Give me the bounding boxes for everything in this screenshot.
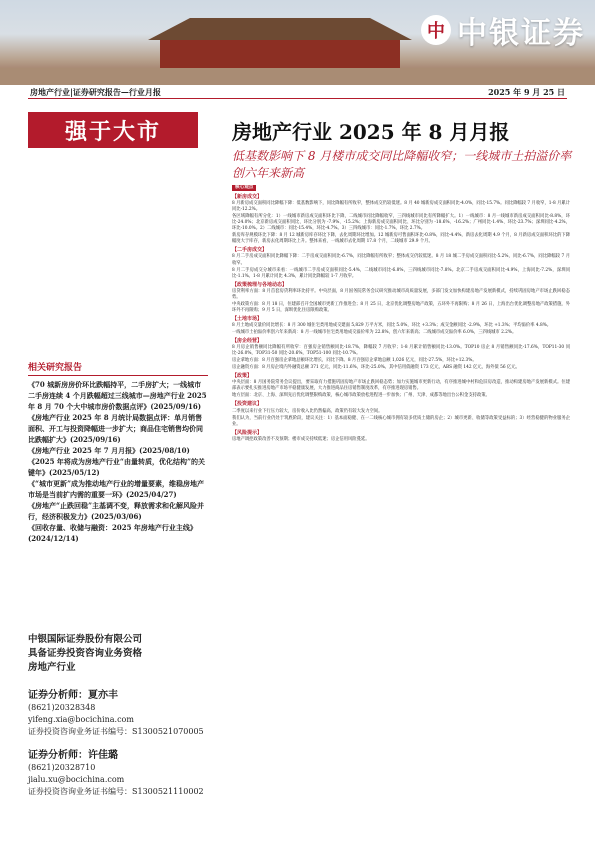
- related-report-link[interactable]: 《房地产行业 2025 年 7 月月报》(2025/08/10): [28, 446, 190, 455]
- summary-paragraph: 8 月二手房成交面积同比降幅下降：二手房成交面积同比-6.7%，同比降幅有所收窄；整体成交仍较低迷。8 月 18 城二手房成交面积同比-5.2%，同比-6.7%，同比降幅较 7 月收窄。: [232, 254, 570, 266]
- palace-roof-shape: [130, 18, 430, 40]
- analyst-email[interactable]: yifeng.xia@bocichina.com: [28, 715, 134, 724]
- analyst-name: 证券分析师：许佳璐: [28, 750, 118, 761]
- summary-paragraph: 中央政策方面：8 月 18 日，住建部召开全国城市更新工作推进会；8 月 25 日，北京优化调整房地产政策，五环外不再限购；8 月 26 日，上海出台优化调整房地产政策措施，外环外不再限购；9 月 5 日，深圳优化住房限购政策。: [232, 301, 570, 313]
- summary-paragraph: 8 月二手房成交分城市来看：一线城市二手房成交面积同比-5.4%，二线城市同比-6.8%，三四线城市同比-7.8%。北京二手房成交面积同比-4.9%，上海同比-7.2%，深圳同比-1.1%。1-8 月累计同比 4.3%，累计同比降幅较 1-7 月收窄。: [232, 267, 570, 279]
- analyst-block: [28, 750, 208, 798]
- analyst-email[interactable]: jialu.xu@bocichina.com: [28, 775, 125, 784]
- summary-paragraph: 8 月房企销售额同比降幅有所收窄：百强房企销售额同比-18.7%，降幅较 7 月收窄；1-8 月累计销售额同比-13.0%。TOP10 房企 8 月销售额同比-17.6%，TOP11-30 同比-26.0%，TOP31-50 同比-20.6%，TOP51-100 同比-10.7%。: [232, 345, 570, 357]
- summary-section-heading: 【风险提示】: [232, 429, 263, 436]
- report-category: 房地产行业|证券研究报告—行业月报: [30, 87, 161, 97]
- related-report-link[interactable]: 《2025 年将成为房地产行业“由量转质，优化结构”的关键年》(2025/05/12): [28, 457, 205, 477]
- analyst-phone: (8621)20328710: [28, 763, 96, 772]
- palace-base-shape: [0, 68, 595, 85]
- company-name: 中银国际证券股份有限公司: [28, 634, 143, 645]
- related-report-link[interactable]: 《房地产行业 2025 年 8 月统计局数据点评：单月销售面积、开工与投资降幅进一步扩大；商品住宅销售均价同比跌幅扩大》(2025/09/16): [28, 413, 203, 444]
- summary-paragraph: 地方层面：北京、上海、深圳先后优化调整限购政策，核心城市政策放松进程进一步加快；广州、天津、成都等地出台公积金支持政策。: [232, 393, 490, 399]
- summary-section-heading: 【二手房成交】: [232, 247, 268, 254]
- summary-paragraph: 新房库存规模环比下降：8 月 12 城新房库存环比下降，去化周期环比增加。12 城新房可售面积环比-0.8%，同比-4.4%，新房去化周期 4.9 个月，8 月新房成交面积环比的下降幅度大于库存，新房去化周期环比上升。整体来看，一线城市去化周期 17.8 个月，二线城市 29.9 个月。: [232, 233, 570, 245]
- report-subtitle: 低基数影响下 8 月楼市成交同比降幅收窄；一线城市土拍溢价率创六年来新高: [232, 149, 572, 180]
- summary-paragraph: 房贷利率方面：8 月首套房贷利率环比持平。中央层面，8 月国务院常务会议研究推动城市高质量发展，多部门发文加快构建房地产发展新模式，持续巩固房地产市场止跌回稳态势。: [232, 288, 570, 300]
- summary-body: [232, 194, 570, 443]
- analyst-name: 证券分析师：夏亦丰: [28, 690, 118, 701]
- related-report-link[interactable]: 《房地产“止跌回稳”主基调不变，释放需求和化解风险并行，经济积极发力》(2025/03/06): [28, 501, 205, 521]
- summary-section-heading: 【投资建议】: [232, 401, 263, 408]
- summary-paragraph: 中央层面：8 月国务院常务会议提出，要采取有力措施巩固房地产市场止跌回稳态势；加力实施城市更新行动，有序推进城中村和危旧房改造，推动构建房地产发展新模式。住建部表示要扎实推进房地产市场平稳健康发展，大力推进商品住房销售制度改革，有序推进现房销售。: [232, 380, 570, 392]
- summary-paragraph: 房地产调控政策改善不及预期；楼市成交持续低迷；房企信用风险蔓延。: [232, 436, 370, 442]
- report-header-bar: [0, 85, 595, 99]
- summary-section-heading: 【土地市场】: [232, 315, 263, 322]
- report-title: 房地产行业 2025 年 8 月月报: [232, 120, 510, 144]
- analyst-phone: (8621)20328348: [28, 703, 96, 712]
- report-summary: [232, 183, 570, 833]
- related-report-link[interactable]: 《“城市更新”成为推动地产行业的增量要素，维稳房地产市场是当前扩内需的重要一环》(2025/04/27): [28, 479, 205, 499]
- rating-badge: 强于大市: [28, 112, 198, 148]
- analyst-cert: 证券投资咨询业务证书编号：S1300521070005: [28, 727, 204, 736]
- cover-photo-forbidden-city: [0, 0, 595, 85]
- summary-heading: 核心观点: [232, 185, 256, 191]
- company-info: [28, 633, 208, 675]
- summary-paragraph: 我们认为，当前行业仍处于筑底阶段，建议关注：1）基本面稳健、在一二线核心城市拥有较多优质土储的房企；2）城市更新、收储等政策受益标的；3）经营稳健的物业服务企业。: [232, 415, 570, 427]
- summary-paragraph: 8 月新房成交面积同比降幅下降：低基数影响下，同比降幅有所收窄，整体成交仍较低迷。8 月 40 城新房成交面积同比-4.0%，同比-15.7%。同比降幅较 7 月收窄，1-8 月累计同比-12.2%。: [232, 201, 570, 213]
- summary-section-heading: 【新房成交】: [232, 194, 263, 201]
- report-date: 2025 年 9 月 25 日: [488, 87, 565, 97]
- summary-section-heading: 【政策梳理与各地动态】: [232, 281, 288, 288]
- boc-logo-icon: 中: [421, 15, 451, 45]
- summary-paragraph: 二季度以来行业下行压力较大，房价收入比仍然偏高，政策仍有较大发力空间。: [232, 408, 383, 414]
- related-report-link[interactable]: 《回收存量、收储与融资：2025 年房地产行业主线》(2024/12/14): [28, 523, 197, 543]
- summary-section-heading: 【房企经营】: [232, 338, 263, 345]
- summary-paragraph: 8 月土地成交量价同比增长：8 月 300 城住宅类用地成交建面 5,829 万平方米，同比 5.0%，环比 +3.3%；成交金额同比 -2.9%，环比 +1.3%；平均溢价率 4.8%。: [232, 322, 552, 328]
- company-license: 具备证券投资咨询业务资格: [28, 648, 143, 659]
- related-reports: [28, 360, 208, 544]
- related-reports-heading: 相关研究报告: [28, 360, 208, 376]
- analyst-cert: 证券投资咨询业务证书编号：S1300521110002: [28, 787, 204, 796]
- summary-paragraph: 一线城市土拍溢价率创六年来新高：8 月一线城市住宅类用地成交溢价率为 22.8%，创六年来新高；二线城市成交溢价率 6.0%，三四线城市 2.2%。: [232, 329, 517, 335]
- summary-paragraph: 房企拿地方面：8 月百强房企拿地总额环比增长，同比下降。8 月百强房企拿地总额 1,026 亿元，同比-27.5%，环比+12.3%。: [232, 358, 477, 364]
- company-industry: 房地产行业: [28, 662, 76, 673]
- summary-section-heading: 【政策】: [232, 373, 253, 380]
- summary-paragraph: 房企融资方面：8 月房企境内外融资总额 371 亿元，同比-11.6%，环比-25.0%。其中信用债融资 173 亿元，ABS 融资 142 亿元，海外债 56 亿元。: [232, 365, 520, 371]
- analyst-block: [28, 690, 208, 738]
- header-divider: [28, 98, 567, 99]
- palace-hall-shape: [160, 40, 400, 68]
- related-report-link[interactable]: 《70 城新房房价环比跌幅持平，二手房扩大；一线城市二手房连续 4 个月跌幅超过三线城市—房地产行业 2025 年 8 月 70 个大中城市房价数据点评》(2025/09/16): [28, 380, 207, 411]
- brand-name: 中银证券: [457, 16, 585, 51]
- related-reports-list: [28, 379, 208, 544]
- summary-paragraph: 各区域降幅有所分化：1）一线城市新房成交面积环比下降，二线城市同比降幅收窄，三四线城市同比有所降幅扩大。1）一线城市：8 月一线城市新房成交面积同比-8.8%，环比-24.0%；北京新房成交面积同比、环比分别为 -7.9%、-15.2%；上海新房成交面积同比、环比分别为 -18.6%、-16.2%；广州同比-1.4%、环比-23.7%；深圳同比-4.2%，环比-10.0%。2）二线城市：同比-15.4%，环比-4.7%。3）三四线城市：同比-1.7%，环比 2.7%。: [232, 214, 570, 232]
- brand-logo: [421, 8, 585, 52]
